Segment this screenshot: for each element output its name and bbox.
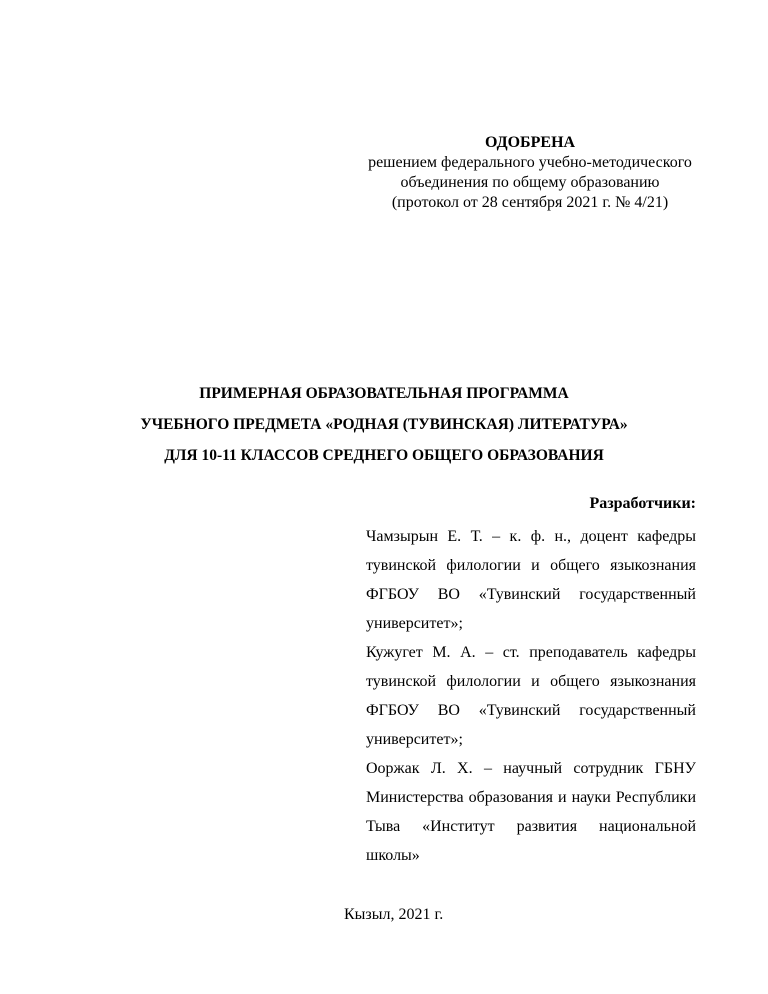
developer-entry: Кужугет М. А. – ст. преподаватель кафедры тувинской филологии и общего языкознания ФГБОУ ВО «Тувинский государственный университет»; bbox=[366, 644, 696, 748]
developers-heading: Разработчики: bbox=[589, 495, 696, 512]
program-title bbox=[40, 378, 728, 471]
program-title-line: ДЛЯ 10-11 КЛАССОВ СРЕДНЕГО ОБЩЕГО ОБРАЗОВАНИЯ bbox=[164, 447, 604, 464]
developer-entry: Чамзырын Е. Т. – к. ф. н., доцент кафедры тувинской филологии и общего языкознания ФГБОУ ВО «Тувинский государственный университет»; bbox=[366, 528, 696, 632]
approval-heading: ОДОБРЕНА bbox=[484, 134, 576, 151]
developers-block bbox=[366, 489, 696, 870]
approval-line: объединения по общему образованию bbox=[400, 174, 660, 191]
approval-line: (протокол от 28 сентября 2021 г. № 4/21) bbox=[391, 194, 669, 211]
approval-block bbox=[330, 133, 730, 213]
developer-entry: Ооржак Л. Х. – научный сотрудник ГБНУ Министерства образования и науки Республики Тыва «Институт развития национальной школы» bbox=[366, 760, 696, 864]
program-title-line: ПРИМЕРНАЯ ОБРАЗОВАТЕЛЬНАЯ ПРОГРАММА bbox=[199, 385, 569, 402]
approval-line: решением федерального учебно-методического bbox=[368, 154, 692, 171]
place-year: Кызыл, 2021 г. bbox=[344, 906, 444, 923]
program-title-line: УЧЕБНОГО ПРЕДМЕТА «РОДНАЯ (ТУВИНСКАЯ) ЛИТЕРАТУРА» bbox=[140, 416, 628, 433]
